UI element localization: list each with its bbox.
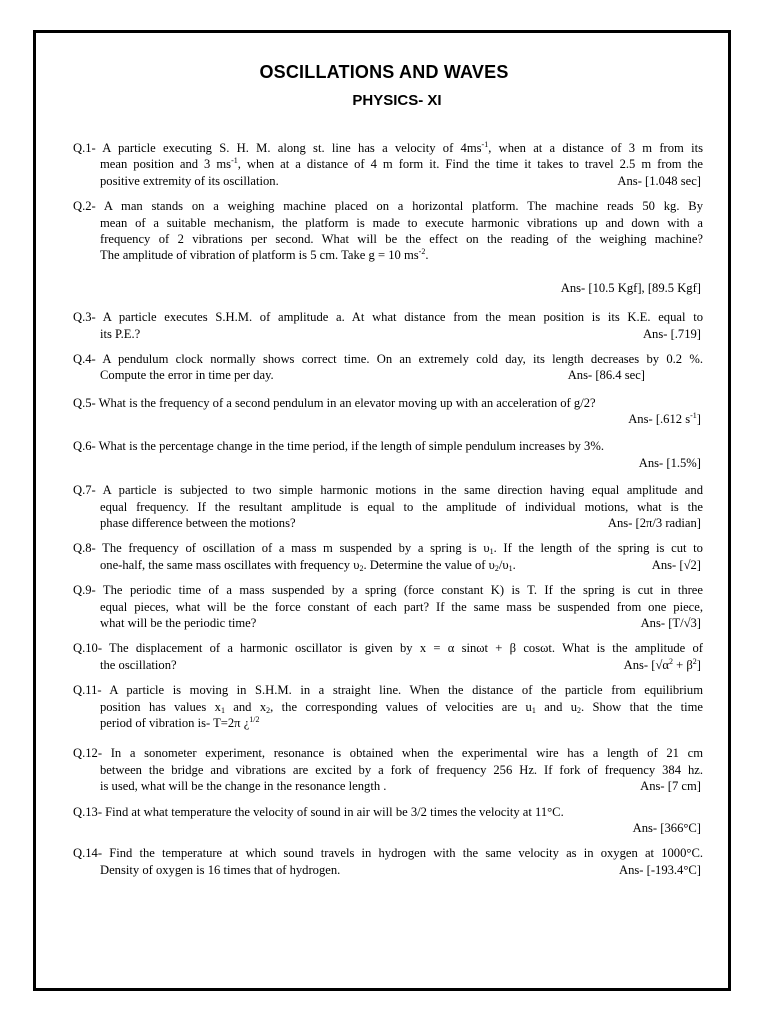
question-9: Q.9- The periodic time of a mass suspended by a spring (force constant K) is T. If the spring is cut in three equal pieces, what will be the force constant of each part? If the same mass be suspended from one piece, what will be the periodic time? Ans- [T/√3] (73, 583, 703, 630)
answer-13: Ans- [366°C] (632, 820, 701, 835)
answer-14: Ans- [-193.4°C] (619, 862, 701, 877)
question-3: Q.3- A particle executes S.H.M. of amplitude a. At what distance from the mean position is its K.E. equal to its P.E.? Ans- [.719] (73, 310, 703, 341)
question-7: Q.7- A particle is subjected to two simple harmonic motions in the same direction having equal amplitude and equal frequency. If the resultant amplitude is equal to the amplitude of individual motions, what is the phase difference between the motions? Ans- [2π/3 radian] (73, 483, 703, 531)
question-14: Q.14- Find the temperature at which sound travels in hydrogen with the same velocity as in oxygen at 1000°C. Density of oxygen is 16 times that of hydrogen. Ans- [-193.4°C] (73, 846, 703, 877)
question-12: Q.12- In a sonometer experiment, resonance is obtained when the experimental wire has a length of 21 cm between the bridge and vibrations are excited by a fork of frequency 256 Hz. If fork of frequency 384 hz. is used, what will be the change in the resonance length . Ans- [7 cm] (73, 746, 703, 794)
answer-6: Ans- [1.5%] (638, 455, 701, 470)
answer-1: Ans- [1.048 sec] (617, 173, 701, 188)
document-subtitle: PHYSICS- XI (352, 92, 442, 109)
question-8: Q.8- The frequency of oscillation of a mass m suspended by a spring is $\upsilon_1$. If the length of the spring is cut to one-half, the same mass oscillates with frequency $\upsilon_2$. Determine the value of $\upsilon_2/\upsilon_1$. Ans- [√2] (73, 541, 703, 573)
answer-9: Ans- [T/√3] (640, 615, 701, 630)
answer-8: Ans- [√2] (651, 557, 701, 572)
answer-4: Ans- [86.4 sec] (567, 368, 645, 383)
answer-12: Ans- [7 cm] (640, 779, 701, 794)
question-10: Q.10- The displacement of a harmonic oscillator is given by x = α sinωt + β cosωt. What is the amplitude of the oscillation? Ans- $[√\alpha^2 + \beta^2]$ (73, 641, 703, 672)
question-11: Q.11- A particle is moving in S.H.M. in a straight line. When the distance of the particle from equilibrium position has values $x_1$ and $x_2$, the corresponding values of velocities are $u_1$ and $u_2$. Show that the time period of vibration is- T=2π ¿$^{1/2}$ (73, 683, 703, 730)
question-6: Q.6- What is the percentage change in the time period, if the length of simple pendulum increases by 3%. Ans- [1.5%] (73, 439, 701, 470)
question-1: Q.1- A particle executing S. H. M. along st. line has a velocity of $4ms^{-1}$, when at a distance of 3 m from its mean position and 3 $ms^{-1}$, when at a distance of 4 m form it. Find the time it takes to travel 2.5 m from the positive extremity of its oscillation. Ans- [1.048 sec] (73, 140, 703, 188)
answer-2: Ans- [10.5 Kgf], [89.5 Kgf] (560, 280, 701, 295)
question-4: Q.4- A pendulum clock normally shows correct time. On an extremely cold day, its length decreases by 0.2 %. Compute the error in time per day. Ans- [86.4 sec] (73, 351, 703, 383)
answer-3: Ans- [.719] (642, 326, 701, 341)
answer-5: Ans- [.612 $s^{-1}$] (628, 411, 701, 427)
answer-7: Ans- [2π/3 radian] (607, 516, 701, 531)
document-title: OSCILLATIONS AND WAVES (259, 62, 509, 82)
question-2: Q.2- A man stands on a weighing machine placed on a horizontal platform. The machine reads 50 kg. By mean of a suitable mechanism, the platform is made to execute harmonic vibrations up and down with a frequency of 2 vibrations per second. What will be the effect on the reading of the weighing machine? The amplitude of vibration of platform is 5 cm. Take g = 10 $ms^{-2}$. Ans- [10.5 Kgf], [89.5 Kgf] (73, 199, 703, 295)
question-5: Q.5- What is the frequency of a second pendulum in an elevator moving up with an acceleration of g/2? Ans- [.612 $s^{-1}$] (73, 395, 701, 427)
answer-10: Ans- $[√\alpha^2 + \beta^2]$ (623, 656, 701, 672)
question-13: Q.13- Find at what temperature the velocity of sound in air will be 3/2 times the velocity at 11°C. Ans- [366°C] (73, 804, 701, 835)
question-list (73, 140, 703, 878)
